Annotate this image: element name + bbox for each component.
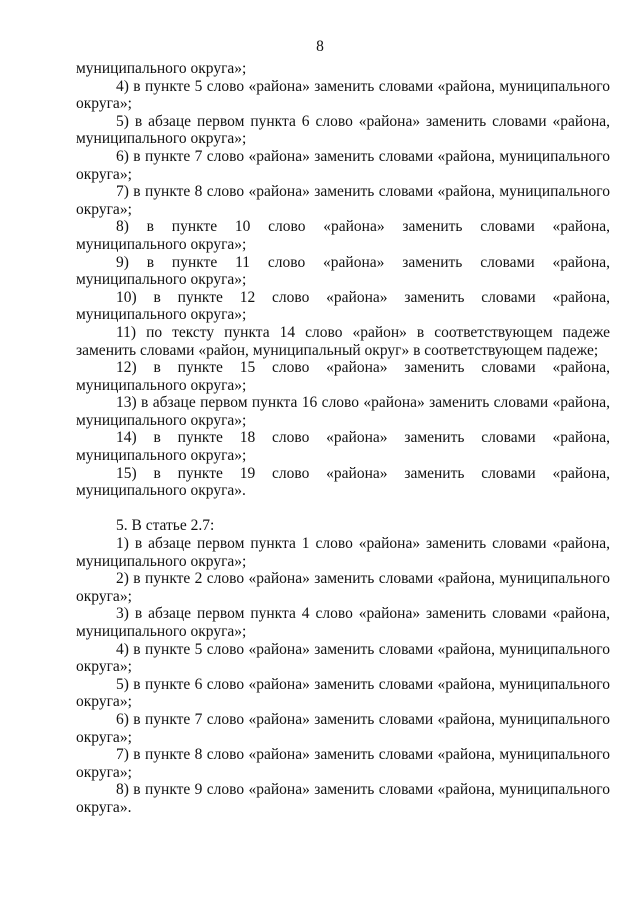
paragraph: 3) в абзаце первом пункта 4 слово «района» заменить словами «района, муниципального округа»;: [76, 605, 610, 640]
paragraph: 9) в пункте 11 слово «района» заменить словами «района, муниципального округа»;: [76, 253, 610, 289]
paragraph: 6) в пункте 7 слово «района» заменить словами «района, муниципального округа»;: [76, 710, 610, 746]
paragraph: 8) в пункте 9 слово «района» заменить словами «района, муниципального округа».: [76, 781, 610, 816]
paragraph: 4) в пункте 5 слово «района» заменить словами «района, муниципального округа»;: [76, 77, 610, 113]
section-gap: [76, 500, 610, 518]
paragraph: 10) в пункте 12 слово «района» заменить словами «района, муниципального округа»;: [76, 288, 610, 324]
paragraph: 12) в пункте 15 слово «района» заменить словами «района, муниципального округа»;: [76, 359, 610, 394]
paragraph: 5) в абзаце первом пункта 6 слово «района» заменить словами «района, муниципального округа»;: [76, 112, 610, 148]
page-number: 8: [316, 38, 324, 55]
section-heading: 5. В статье 2.7:: [116, 517, 215, 535]
paragraph: 14) в пункте 18 слово «района» заменить словами «района, муниципального округа»;: [76, 429, 610, 465]
paragraph: 13) в абзаце первом пункта 16 слово «района» заменить словами «района, муниципального округа»;: [76, 394, 610, 429]
paragraph: 5) в пункте 6 слово «района» заменить словами «района, муниципального округа»;: [76, 675, 610, 711]
paragraph: 8) в пункте 10 слово «района» заменить словами «района, муниципального округа»;: [76, 218, 610, 253]
paragraph: 15) в пункте 19 слово «района» заменить словами «района, муниципального округа».: [76, 464, 610, 500]
paragraph: 7) в пункте 8 слово «района» заменить словами «района, муниципального округа»;: [76, 183, 610, 218]
paragraph: 6) в пункте 7 слово «района» заменить словами «района, муниципального округа»;: [76, 147, 610, 183]
paragraph: муниципального округа»;: [76, 60, 247, 77]
paragraph: 1) в абзаце первом пункта 1 слово «района» заменить словами «района, муниципального округа»;: [76, 535, 610, 570]
paragraph: 4) в пункте 5 слово «района» заменить словами «района, муниципального округа»;: [76, 640, 610, 676]
document-body: [76, 60, 610, 817]
paragraph: 11) по тексту пункта 14 слово «район» в соответствующем падеже заменить словами «район, муниципальный округ» в соответствующем падеже;: [76, 323, 610, 359]
paragraph: 7) в пункте 8 слово «района» заменить словами «района, муниципального округа»;: [76, 746, 610, 781]
paragraph: 2) в пункте 2 слово «района» заменить словами «района, муниципального округа»;: [76, 570, 610, 605]
